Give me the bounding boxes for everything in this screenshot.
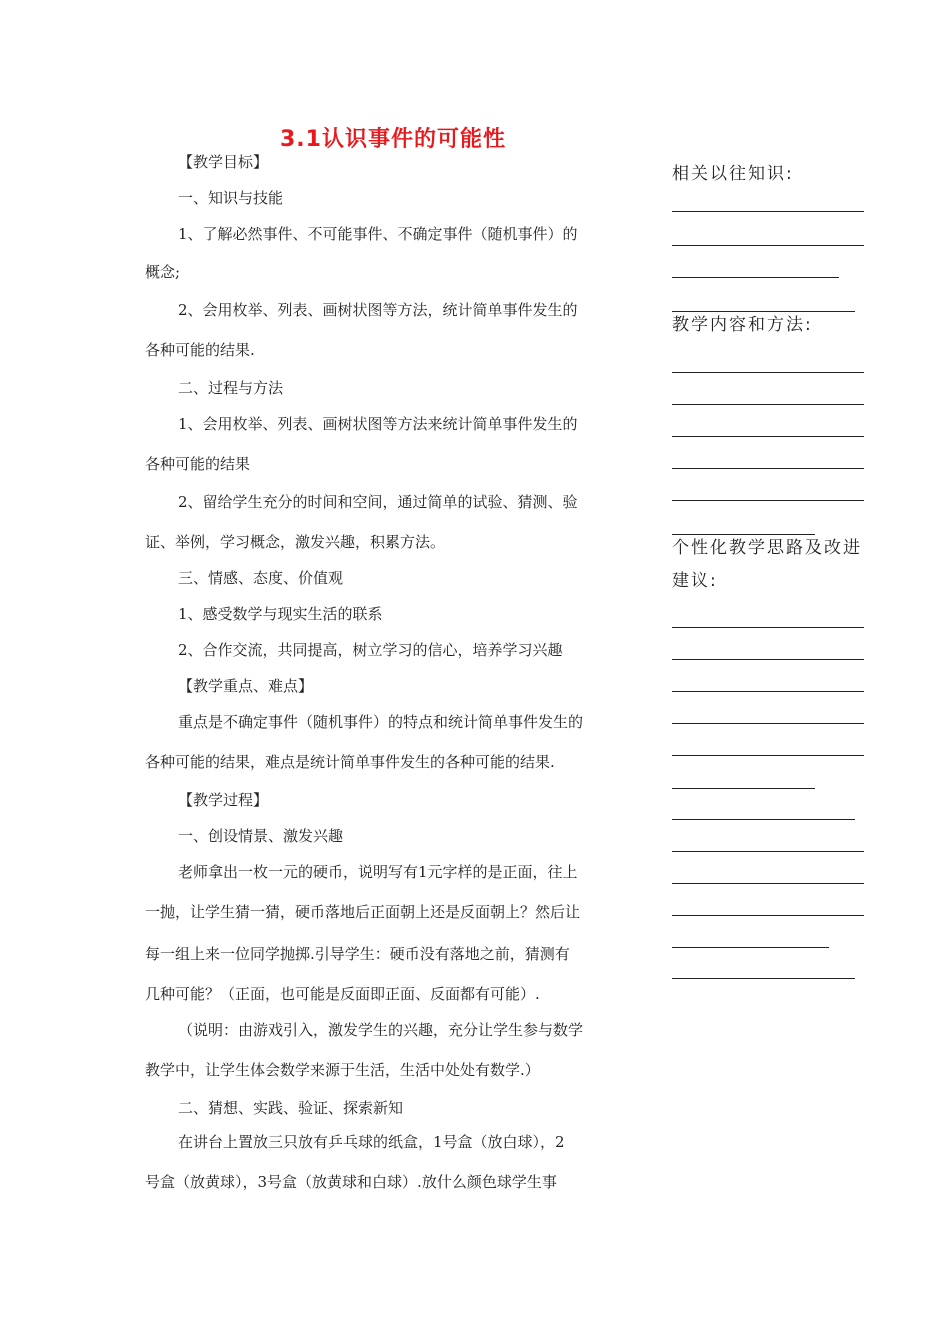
- text-line: 重点是不确定事件（随机事件）的特点和统计简单事件发生的: [178, 713, 584, 731]
- content-method-label: 教学内容和方法:: [672, 315, 813, 335]
- text-line: 二、过程与方法: [178, 379, 284, 397]
- blank-line: [672, 915, 864, 916]
- text-line: （说明：由游戏引入，激发学生的兴趣，充分让学生参与数学: [178, 1021, 584, 1039]
- blank-line: [672, 468, 864, 469]
- text-line: 几种可能？（正面，也可能是反面即正面、反面都有可能）.: [145, 985, 540, 1003]
- blank-line: [672, 211, 864, 212]
- text-line: 证、举例，学习概念，激发兴趣，积累方法。: [145, 533, 446, 551]
- text-line: 【教学过程】: [178, 791, 269, 809]
- text-line: 【教学重点、难点】: [178, 677, 314, 695]
- blank-line: [672, 311, 855, 312]
- blank-line: [672, 755, 864, 756]
- blank-line: [672, 372, 864, 373]
- text-line: 各种可能的结果: [145, 455, 251, 473]
- text-line: 概念;: [145, 263, 181, 281]
- text-line: 1、会用枚举、列表、画树状图等方法来统计简单事件发生的: [178, 415, 578, 433]
- blank-line: [672, 723, 864, 724]
- blank-line: [672, 851, 864, 852]
- text-line: 2、会用枚举、列表、画树状图等方法，统计简单事件发生的: [178, 301, 578, 319]
- blank-line: [672, 404, 864, 405]
- text-line: 2、留给学生充分的时间和空间，通过简单的试验、猜测、验: [178, 493, 578, 511]
- personalized-label-line1: 个性化教学思路及改进: [672, 538, 862, 558]
- text-line: 一抛，让学生猜一猜，硬币落地后正面朝上还是反面朝上？然后让: [145, 903, 581, 921]
- blank-line: [672, 691, 864, 692]
- blank-line: [672, 947, 829, 948]
- blank-line: [672, 978, 855, 979]
- text-line: 三、情感、态度、价值观: [178, 569, 344, 587]
- text-line: 2、合作交流，共同提高，树立学习的信心，培养学习兴趣: [178, 641, 563, 659]
- blank-line: [672, 277, 839, 278]
- text-line: 各种可能的结果，难点是统计简单事件发生的各种可能的结果.: [145, 753, 555, 771]
- text-line: 在讲台上置放三只放有乒乓球的纸盒，1号盒（放白球），2: [178, 1133, 565, 1151]
- text-line: 一、知识与技能: [178, 189, 284, 207]
- blank-line: [672, 534, 815, 535]
- blank-line: [672, 627, 864, 628]
- text-line: 二、猜想、实践、验证、探索新知: [178, 1099, 404, 1117]
- blank-line: [672, 245, 864, 246]
- text-line: 老师拿出一枚一元的硬币，说明写有1元字样的是正面，往上: [178, 863, 578, 881]
- text-line: 【教学目标】: [178, 153, 269, 171]
- personalized-label-line2: 建议:: [672, 571, 718, 591]
- text-line: 1、了解必然事件、不可能事件、不确定事件（随机事件）的: [178, 225, 578, 243]
- text-line: 各种可能的结果.: [145, 341, 255, 359]
- blank-line: [672, 883, 864, 884]
- page-title: 3.1认识事件的可能性: [280, 127, 506, 152]
- blank-line: [672, 788, 815, 789]
- blank-line: [672, 436, 864, 437]
- blank-line: [672, 500, 864, 501]
- prior-knowledge-label: 相关以往知识:: [672, 164, 794, 184]
- text-line: 号盒（放黄球），3号盒（放黄球和白球）.放什么颜色球学生事: [145, 1173, 557, 1191]
- text-line: 1、感受数学与现实生活的联系: [178, 605, 383, 623]
- blank-line: [672, 819, 855, 820]
- text-line: 教学中，让学生体会数学来源于生活，生活中处处有数学.）: [145, 1061, 540, 1079]
- blank-line: [672, 659, 864, 660]
- text-line: 一、创设情景、激发兴趣: [178, 827, 344, 845]
- text-line: 每一组上来一位同学抛掷.引导学生：硬币没有落地之前，猜测有: [145, 945, 570, 963]
